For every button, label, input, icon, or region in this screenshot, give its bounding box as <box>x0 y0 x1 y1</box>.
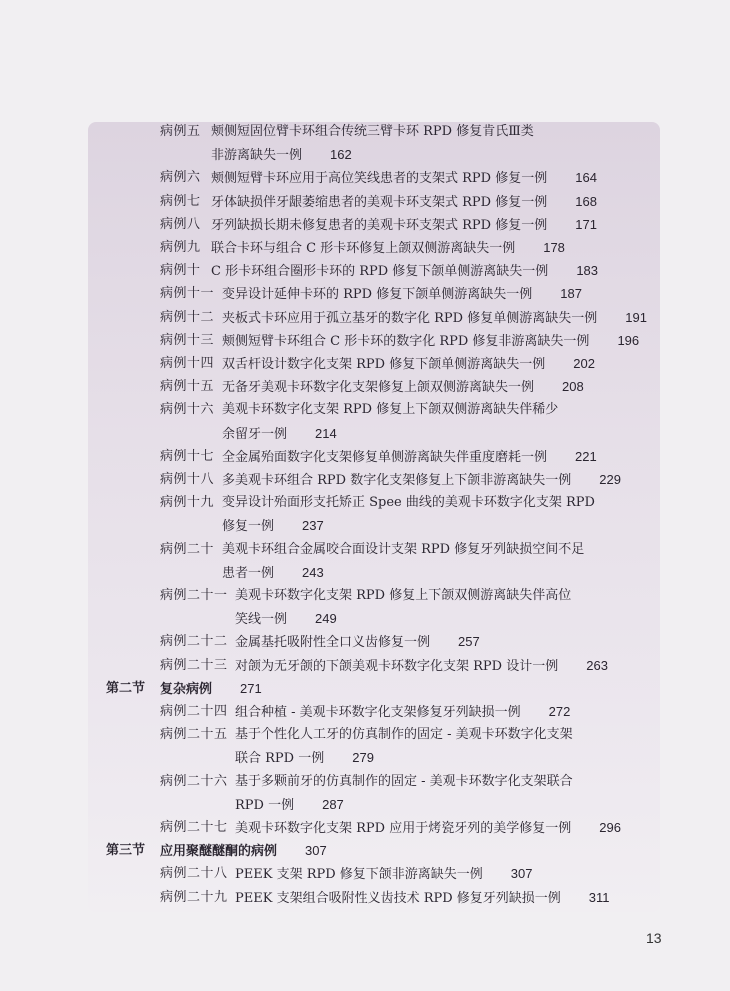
section-label: 第二节 <box>106 680 146 696</box>
page-ref: 214 <box>315 425 337 441</box>
case-title: 变异设计延伸卡环的 RPD 修复下颌单侧游离缺失一例 187 <box>222 286 582 303</box>
case-label: 病例二十四 <box>160 704 228 719</box>
section-title: 复杂病例 271 <box>160 680 262 697</box>
case-label: 病例十三 <box>160 332 215 348</box>
case-title: 美观卡环数字化支架 RPD 应用于烤瓷牙列的美学修复一例 296 <box>235 820 621 836</box>
page-ref: 287 <box>322 796 344 812</box>
page-ref: 229 <box>599 472 621 487</box>
page-number: 13 <box>646 930 662 946</box>
case-label: 病例十二 <box>160 309 215 325</box>
page-ref: 171 <box>575 216 597 232</box>
case-label: 病例十四 <box>160 356 215 371</box>
case-title: 牙列缺损长期未修复患者的美观卡环支架式 RPD 修复一例 171 <box>211 216 597 233</box>
case-label: 病例二十一 <box>160 588 228 603</box>
case-title: 无备牙美观卡环数字化支架修复上颌双侧游离缺失一例 208 <box>222 379 584 396</box>
page-ref: 168 <box>575 193 597 209</box>
page-ref: 191 <box>625 309 647 325</box>
case-title: 笑线一例 249 <box>235 611 337 628</box>
case-title: 颊侧短臂卡环应用于高位笑线患者的支架式 RPD 修复一例 164 <box>211 170 597 187</box>
case-title: PEEK 支架 RPD 修复下颌非游离缺失一例 307 <box>235 866 533 883</box>
page-ref: 307 <box>510 866 533 882</box>
case-title: 全金属殆面数字化支架修复单侧游离缺失伴重度磨耗一例 221 <box>222 448 597 465</box>
case-label: 病例五 <box>160 124 201 139</box>
page-ref: 237 <box>302 518 324 534</box>
page-ref: 202 <box>573 356 595 371</box>
case-title: C 形卡环组合圈形卡环的 RPD 修复下颌单侧游离缺失一例 183 <box>211 263 599 280</box>
page-ref: 162 <box>330 147 352 163</box>
page-ref: 208 <box>562 379 584 395</box>
case-title: 颊侧短固位臂卡环组合传统三臂卡环 RPD 修复肯氏Ⅲ类 <box>211 124 534 139</box>
case-title: 联合卡环与组合 C 形卡环修复上颌双侧游离缺失一例 178 <box>211 240 565 256</box>
case-title: 美观卡环数字化支架 RPD 修复上下颌双侧游离缺失伴稀少 <box>222 402 559 418</box>
page-ref: 263 <box>586 657 608 673</box>
page-ref: 178 <box>543 240 565 255</box>
case-label: 病例二十五 <box>160 727 228 743</box>
page-ref: 257 <box>458 634 480 650</box>
case-title: 颊侧短臂卡环组合 C 形卡环的数字化 RPD 修复非游离缺失一例 196 <box>222 332 640 349</box>
case-title: 美观卡环数字化支架 RPD 修复上下颌双侧游离缺失伴高位 <box>235 588 572 603</box>
case-title: 修复一例 237 <box>222 518 324 535</box>
page-ref: 196 <box>617 332 640 348</box>
page-ref: 243 <box>302 564 324 580</box>
case-title: 金属基托吸附性全口义齿修复一例 257 <box>235 634 480 651</box>
page-ref: 187 <box>560 286 582 302</box>
case-title: 多美观卡环组合 RPD 数字化支架修复上下颌非游离缺失一例 229 <box>222 472 621 488</box>
case-label: 病例六 <box>160 170 201 186</box>
page-ref: 221 <box>575 448 597 464</box>
case-title: RPD 一例 287 <box>235 796 344 813</box>
case-title: 夹板式卡环应用于孤立基牙的数字化 RPD 修复单侧游离缺失一例 191 <box>222 309 647 326</box>
case-label: 病例二十二 <box>160 634 228 650</box>
page-ref: 296 <box>599 820 621 835</box>
page-ref: 272 <box>548 704 571 719</box>
case-title: 基于多颗前牙的仿真制作的固定 - 美观卡环数字化支架联合 <box>235 773 573 789</box>
case-label: 病例十八 <box>160 472 215 487</box>
case-label: 病例二十三 <box>160 657 228 673</box>
case-label: 病例二十六 <box>160 773 228 789</box>
case-title: 牙体缺损伴牙龈萎缩患者的美观卡环支架式 RPD 修复一例 168 <box>211 193 597 210</box>
case-label: 病例十一 <box>160 286 215 302</box>
case-label: 病例八 <box>160 216 201 232</box>
case-label: 病例二十 <box>160 541 215 557</box>
case-label: 病例二十八 <box>160 866 228 882</box>
case-title: 基于个性化人工牙的仿真制作的固定 - 美观卡环数字化支架 <box>235 727 573 743</box>
case-label: 病例十 <box>160 263 201 279</box>
page-ref: 271 <box>240 680 262 696</box>
case-title: 变异设计殆面形支托矫正 Spee 曲线的美观卡环数字化支架 RPD <box>222 495 595 511</box>
case-title: 非游离缺失一例 162 <box>211 147 352 164</box>
page-ref: 249 <box>315 611 337 627</box>
case-label: 病例十九 <box>160 495 215 511</box>
case-title: 对颌为无牙颌的下颌美观卡环数字化支架 RPD 设计一例 263 <box>235 657 608 674</box>
case-label: 病例十七 <box>160 448 215 464</box>
page-ref: 311 <box>588 889 610 905</box>
case-title: 组合种植 - 美观卡环数字化支架修复牙列缺损一例 272 <box>235 704 571 720</box>
case-label: 病例九 <box>160 240 201 255</box>
case-title: 联合 RPD 一例 279 <box>235 750 374 767</box>
case-label: 病例七 <box>160 193 201 209</box>
section-title: 应用聚醚醚酮的病例 307 <box>160 843 327 860</box>
case-label: 病例十五 <box>160 379 215 395</box>
case-title: 患者一例 243 <box>222 564 324 581</box>
case-title: 美观卡环组合金属咬合面设计支架 RPD 修复牙列缺损空间不足 <box>222 541 585 557</box>
page-ref: 279 <box>352 750 374 766</box>
case-title: 双舌杆设计数字化支架 RPD 修复下颌单侧游离缺失一例 202 <box>222 356 595 372</box>
case-label: 病例二十七 <box>160 820 228 835</box>
page-ref: 307 <box>305 843 327 859</box>
case-label: 病例二十九 <box>160 889 228 905</box>
case-title: PEEK 支架组合吸附性义齿技术 RPD 修复牙列缺损一例 311 <box>235 889 610 906</box>
page-ref: 164 <box>575 170 597 186</box>
section-label: 第三节 <box>106 843 146 859</box>
case-title: 余留牙一例 214 <box>222 425 337 442</box>
page-ref: 183 <box>576 263 599 279</box>
case-label: 病例十六 <box>160 402 215 418</box>
